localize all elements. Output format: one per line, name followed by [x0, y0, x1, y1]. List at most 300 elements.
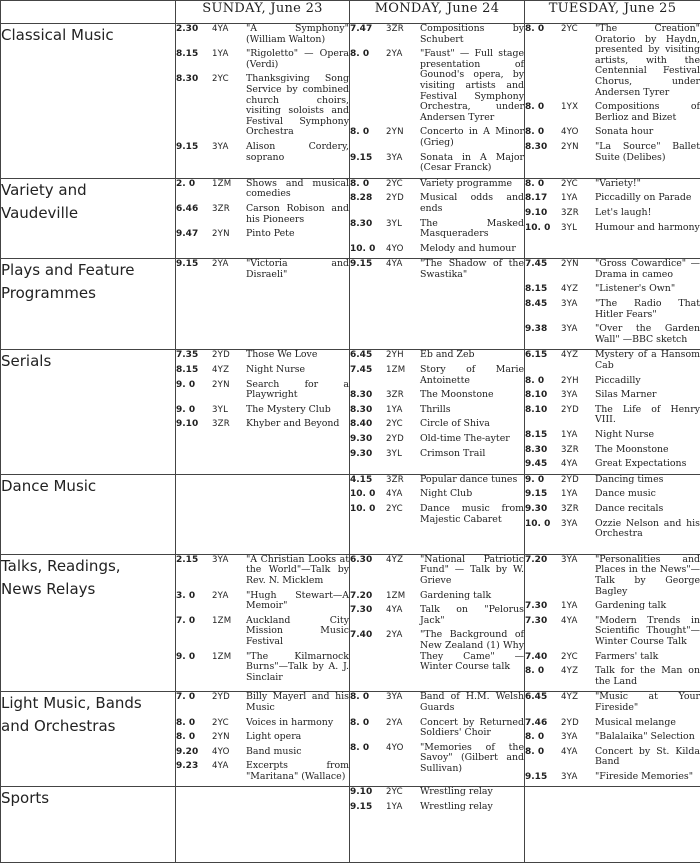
- programme-title: Variety programme: [420, 179, 524, 190]
- station-call-sign: 2YN: [561, 142, 595, 163]
- station-call-sign: 2YA: [386, 718, 420, 739]
- programme-entry: [525, 601, 700, 612]
- programme-entry: [176, 365, 349, 376]
- day-cell: [350, 787, 525, 863]
- programme-time: 10. 0: [350, 489, 386, 500]
- programme-entry: [350, 153, 524, 174]
- station-call-sign: 3YA: [561, 390, 595, 401]
- station-call-sign: 2YC: [561, 24, 595, 98]
- station-call-sign: 4YO: [212, 747, 246, 758]
- programme-title: Sonata in A Major (Cesar Franck): [420, 153, 524, 174]
- programme-time: 7.47: [350, 24, 386, 45]
- category-label: [1, 692, 176, 787]
- programme-time: 9.38: [525, 324, 561, 345]
- programme-title: Thrills: [420, 405, 524, 416]
- station-call-sign: 3YA: [561, 555, 595, 597]
- programme-title: "La Source" Ballet Suite (Delibes): [595, 142, 700, 163]
- programme-title: Concert by Returned Soldiers' Choir: [420, 718, 524, 739]
- programme-time: 9.20: [176, 747, 212, 758]
- programme-entry: [525, 504, 700, 515]
- programme-time: 9.30: [350, 434, 386, 445]
- programme-time: 8. 0: [525, 732, 561, 743]
- programme-title: "The Kilmarnock Burns"—Talk by A. J. Sinclair: [246, 652, 349, 684]
- station-call-sign: 2YN: [212, 229, 246, 240]
- row-plays-features: [1, 259, 700, 350]
- station-call-sign: 3ZR: [386, 24, 420, 45]
- programme-title: Sonata hour: [595, 127, 700, 138]
- programme-time: 9. 0: [176, 380, 212, 401]
- programme-time: 9.10: [350, 787, 386, 798]
- programme-entry: [525, 284, 700, 295]
- programme-title: Mystery of a Hansom Cab: [595, 350, 700, 371]
- station-call-sign: 3YL: [386, 449, 420, 460]
- station-call-sign: 3ZR: [561, 445, 595, 456]
- programme-title: Pinto Pete: [246, 229, 349, 240]
- programme-time: 7.30: [350, 605, 386, 626]
- day-cell: [176, 787, 350, 863]
- programme-time: 7.30: [525, 616, 561, 648]
- programme-title: Those We Love: [246, 350, 349, 361]
- programme-title: The Mystery Club: [246, 405, 349, 416]
- station-call-sign: 3YL: [386, 219, 420, 240]
- station-call-sign: 1ZM: [212, 179, 246, 200]
- programme-entry: [350, 405, 524, 416]
- programme-time: 9.23: [176, 761, 212, 782]
- programme-title: Night Club: [420, 489, 524, 500]
- programme-title: The Masked Masqueraders: [420, 219, 524, 240]
- programme-title: "Over the Garden Wall" —BBC sketch: [595, 324, 700, 345]
- programme-time: 7.40: [350, 630, 386, 672]
- programme-time: 8.15: [176, 365, 212, 376]
- station-call-sign: 2YN: [386, 127, 420, 148]
- programme-title: "Listener's Own": [595, 284, 700, 295]
- station-call-sign: 4YZ: [561, 666, 595, 687]
- station-call-sign: 1YA: [561, 601, 595, 612]
- station-call-sign: 3YL: [561, 223, 595, 234]
- programme-title: Melody and humour: [420, 244, 524, 255]
- programme-time: 8.15: [525, 430, 561, 441]
- day-cell: [525, 178, 700, 259]
- category-line: Serials: [1, 350, 175, 373]
- programme-title: Silas Marner: [595, 390, 700, 401]
- station-call-sign: 3ZR: [212, 419, 246, 430]
- programme-time: 6.15: [525, 350, 561, 371]
- category-label: [1, 24, 176, 179]
- programme-time: 9.10: [176, 419, 212, 430]
- day-header-sunday: SUNDAY, June 23: [176, 1, 350, 24]
- station-call-sign: 2YC: [386, 419, 420, 430]
- programme-entry: [350, 630, 524, 672]
- programme-title: Thanksgiving Song Service by combined church choirs, visiting soloists and Festival Symphony Orchestra: [246, 74, 349, 138]
- programme-entry: [525, 179, 700, 190]
- programme-title: "Balalaika" Selection: [595, 732, 700, 743]
- programme-time: 8.10: [525, 390, 561, 401]
- programme-title: Humour and harmony: [595, 223, 700, 234]
- programme-entry: [176, 732, 349, 743]
- programme-entry: [176, 747, 349, 758]
- programme-entry: [350, 718, 524, 739]
- programme-title: Musical melange: [595, 718, 700, 729]
- programme-entry: [176, 380, 349, 401]
- programme-time: 9.30: [350, 449, 386, 460]
- station-call-sign: 2YN: [561, 259, 595, 280]
- station-call-sign: 3YA: [561, 324, 595, 345]
- day-cell: [525, 350, 700, 474]
- programme-entry: [525, 519, 700, 540]
- programme-entry: [525, 259, 700, 280]
- programme-time: 8. 0: [350, 179, 386, 190]
- programme-time: 6.45: [350, 350, 386, 361]
- programme-time: 9.45: [525, 459, 561, 470]
- programme-title: "The Shadow of the Swastika": [420, 259, 524, 280]
- programme-title: "Music at Your Fireside": [595, 692, 700, 713]
- programme-time: 7. 0: [176, 616, 212, 648]
- programme-entry: [525, 223, 700, 234]
- station-call-sign: 3YA: [561, 299, 595, 320]
- programme-time: 6.45: [525, 692, 561, 713]
- station-call-sign: 1ZM: [386, 591, 420, 602]
- station-call-sign: 2YH: [561, 376, 595, 387]
- day-header-monday: MONDAY, June 24: [350, 1, 525, 24]
- programme-entry: [525, 555, 700, 597]
- station-call-sign: 1ZM: [386, 365, 420, 386]
- programme-time: 8.17: [525, 193, 561, 204]
- programme-time: 2. 0: [176, 179, 212, 200]
- station-call-sign: 2YA: [212, 591, 246, 612]
- programme-title: Eb and Zeb: [420, 350, 524, 361]
- station-call-sign: 2YN: [212, 380, 246, 401]
- programme-time: 8.10: [525, 405, 561, 426]
- programme-entry: [350, 419, 524, 430]
- programme-time: 8. 0: [525, 102, 561, 123]
- day-cell: [176, 259, 350, 350]
- programme-title: "The Radio That Hitler Fears": [595, 299, 700, 320]
- programme-entry: [525, 299, 700, 320]
- programme-entry: [525, 475, 700, 486]
- programme-entry: [176, 761, 349, 782]
- programme-entry: [350, 489, 524, 500]
- programme-entry: [525, 193, 700, 204]
- programme-time: 7.20: [525, 555, 561, 597]
- station-call-sign: 2YA: [386, 49, 420, 123]
- category-line: Talks, Readings,: [1, 555, 175, 578]
- programme-entry: [525, 24, 700, 98]
- programme-time: 2.15: [176, 555, 212, 587]
- programme-title: Search for a Playwright: [246, 380, 349, 401]
- programme-time: 8. 0: [176, 732, 212, 743]
- programme-title: Gardening talk: [420, 591, 524, 602]
- station-call-sign: 4YA: [386, 489, 420, 500]
- programme-title: Piccadilly: [595, 376, 700, 387]
- programme-time: 8.40: [350, 419, 386, 430]
- station-call-sign: 2YA: [212, 259, 246, 280]
- programme-time: 10. 0: [350, 244, 386, 255]
- station-call-sign: 2YD: [561, 475, 595, 486]
- station-call-sign: 3ZR: [561, 504, 595, 515]
- programme-time: 8.30: [525, 445, 561, 456]
- programme-time: 9.15: [525, 489, 561, 500]
- programme-entry: [350, 244, 524, 255]
- category-line: Programmes: [1, 282, 175, 305]
- programme-entry: [350, 49, 524, 123]
- programme-entry: [525, 718, 700, 729]
- programme-title: "Variety!": [595, 179, 700, 190]
- programme-entry: [350, 504, 524, 525]
- programme-title: Band music: [246, 747, 349, 758]
- programme-time: 8. 0: [350, 692, 386, 713]
- programme-title: Concert by St. Kilda Band: [595, 747, 700, 768]
- station-call-sign: 1YA: [561, 489, 595, 500]
- station-call-sign: 2YN: [212, 732, 246, 743]
- row-serials: [1, 350, 700, 474]
- programme-time: 10. 0: [525, 223, 561, 234]
- programme-time: 8.15: [176, 49, 212, 70]
- programme-entry: [176, 350, 349, 361]
- station-call-sign: 4YZ: [386, 555, 420, 587]
- category-line: Sports: [1, 787, 175, 810]
- programme-entry: [176, 419, 349, 430]
- programme-time: 8.45: [525, 299, 561, 320]
- programme-time: 7.45: [350, 365, 386, 386]
- programme-time: 9. 0: [176, 652, 212, 684]
- category-label: [1, 350, 176, 474]
- station-call-sign: 3ZR: [386, 390, 420, 401]
- row-talks-readings: [1, 554, 700, 692]
- day-cell: [176, 692, 350, 787]
- programme-title: Compositions of Berlioz and Bizet: [595, 102, 700, 123]
- station-call-sign: 3YA: [561, 519, 595, 540]
- day-cell: [350, 178, 525, 259]
- station-call-sign: 3YA: [386, 153, 420, 174]
- station-call-sign: 2YH: [386, 350, 420, 361]
- programme-title: The Moonstone: [420, 390, 524, 401]
- programme-title: Circle of Shiva: [420, 419, 524, 430]
- day-cell: [176, 24, 350, 179]
- station-call-sign: 4YA: [561, 459, 595, 470]
- station-call-sign: 2YD: [212, 350, 246, 361]
- station-call-sign: 4YZ: [561, 350, 595, 371]
- programme-time: 3. 0: [176, 591, 212, 612]
- programme-title: Voices in harmony: [246, 718, 349, 729]
- programme-entry: [176, 616, 349, 648]
- programme-title: Khyber and Beyond: [246, 419, 349, 430]
- station-call-sign: 2YC: [212, 74, 246, 138]
- programme-title: Concerto in A Minor (Grieg): [420, 127, 524, 148]
- programme-time: 9.15: [176, 259, 212, 280]
- programme-time: 10. 0: [350, 504, 386, 525]
- programme-title: Gardening talk: [595, 601, 700, 612]
- programme-entry: [525, 732, 700, 743]
- category-line: and Orchestras: [1, 715, 175, 738]
- programme-entry: [350, 743, 524, 775]
- programme-time: 7.46: [525, 718, 561, 729]
- category-line: Classical Music: [1, 24, 175, 47]
- programme-title: The Life of Henry VIII.: [595, 405, 700, 426]
- programme-time: 7.45: [525, 259, 561, 280]
- station-call-sign: 3YL: [212, 405, 246, 416]
- row-light-music: [1, 692, 700, 787]
- programme-entry: [350, 127, 524, 148]
- programme-time: 8. 0: [525, 747, 561, 768]
- programme-title: Auckland City Mission Music Festival: [246, 616, 349, 648]
- programme-title: "Hugh Stewart—A Memoir": [246, 591, 349, 612]
- station-call-sign: 2YC: [386, 179, 420, 190]
- programme-entry: [525, 692, 700, 713]
- day-cell: [176, 350, 350, 474]
- programme-entry: [350, 475, 524, 486]
- programme-title: "Rigoletto" — Opera (Verdi): [246, 49, 349, 70]
- programme-time: 8.30: [350, 219, 386, 240]
- programme-entry: [350, 434, 524, 445]
- programme-entry: [176, 229, 349, 240]
- programme-time: 9.15: [525, 772, 561, 783]
- programme-entry: [350, 802, 524, 813]
- programme-time: 2.30: [176, 24, 212, 45]
- programme-title: "Faust" — Full stage presentation of Gounod's opera, by visiting artists and Festival Symphony Orchestra, under Andersen Tyrer: [420, 49, 524, 123]
- station-call-sign: 2YD: [561, 718, 595, 729]
- programme-time: 6.30: [350, 555, 386, 587]
- category-line: Variety and: [1, 179, 175, 202]
- programme-entry: [350, 787, 524, 798]
- programme-title: Night Nurse: [595, 430, 700, 441]
- programme-time: 8.28: [350, 193, 386, 214]
- programme-title: Piccadilly on Parade: [595, 193, 700, 204]
- programme-title: Crimson Trail: [420, 449, 524, 460]
- programme-entry: [350, 350, 524, 361]
- programme-title: Excerpts from "Maritana" (Wallace): [246, 761, 349, 782]
- programme-title: Ozzie Nelson and his Orchestra: [595, 519, 700, 540]
- station-call-sign: 4YA: [386, 259, 420, 280]
- programme-time: 8. 0: [350, 718, 386, 739]
- programme-time: 9.15: [350, 802, 386, 813]
- programme-title: Talk on "Pelorus Jack": [420, 605, 524, 626]
- station-call-sign: 4YA: [561, 747, 595, 768]
- station-call-sign: 2YD: [386, 434, 420, 445]
- station-call-sign: 2YC: [561, 652, 595, 663]
- programme-entry: [176, 49, 349, 70]
- programme-time: 9.15: [350, 153, 386, 174]
- programme-time: 6.46: [176, 204, 212, 225]
- day-cell: [176, 474, 350, 554]
- station-call-sign: 2YD: [212, 692, 246, 713]
- station-call-sign: 1ZM: [212, 652, 246, 684]
- programme-title: "A Christian Looks at the World"—Talk by Rev. N. Micklem: [246, 555, 349, 587]
- programme-time: 4.15: [350, 475, 386, 486]
- station-call-sign: 1YA: [561, 193, 595, 204]
- category-line: News Relays: [1, 578, 175, 601]
- programme-title: Wrestling relay: [420, 802, 524, 813]
- station-call-sign: 3YA: [212, 555, 246, 587]
- programme-title: The Moonstone: [595, 445, 700, 456]
- programme-entry: [350, 449, 524, 460]
- programme-entry: [350, 365, 524, 386]
- programme-entry: [350, 555, 524, 587]
- programme-title: Farmers' talk: [595, 652, 700, 663]
- programme-entry: [525, 445, 700, 456]
- programme-entry: [176, 652, 349, 684]
- day-cell: [525, 259, 700, 350]
- programme-entry: [350, 179, 524, 190]
- programme-entry: [176, 405, 349, 416]
- programme-entry: [350, 692, 524, 713]
- programme-entry: [525, 102, 700, 123]
- programme-time: 9.30: [525, 504, 561, 515]
- programme-time: 8. 0: [350, 743, 386, 775]
- programme-time: 9. 0: [176, 405, 212, 416]
- station-call-sign: 4YZ: [212, 365, 246, 376]
- category-line: Plays and Feature: [1, 259, 175, 282]
- day-header-row: [1, 1, 700, 24]
- day-cell: [176, 178, 350, 259]
- programme-time: 8. 0: [525, 179, 561, 190]
- programme-title: Popular dance tunes: [420, 475, 524, 486]
- programme-title: "Memories of the Savoy" (Gilbert and Sullivan): [420, 743, 524, 775]
- programme-title: Shows and musical comedies: [246, 179, 349, 200]
- station-call-sign: 1ZM: [212, 616, 246, 648]
- station-call-sign: 1YA: [386, 405, 420, 416]
- programme-time: 8.30: [525, 142, 561, 163]
- programme-entry: [525, 350, 700, 371]
- row-dance-music: [1, 474, 700, 554]
- programme-entry: [350, 24, 524, 45]
- programme-entry: [525, 616, 700, 648]
- programme-entry: [176, 142, 349, 163]
- station-call-sign: 4YZ: [561, 284, 595, 295]
- programme-time: 8.30: [176, 74, 212, 138]
- programme-title: Light opera: [246, 732, 349, 743]
- day-cell: [525, 692, 700, 787]
- station-call-sign: 4YA: [212, 24, 246, 45]
- programme-title: Billy Mayerl and his Music: [246, 692, 349, 713]
- day-cell: [525, 554, 700, 692]
- programme-time: 7.35: [176, 350, 212, 361]
- programme-title: "Gross Cowardice" — Drama in cameo: [595, 259, 700, 280]
- row-variety-vaudeville: [1, 178, 700, 259]
- programme-entry: [176, 24, 349, 45]
- station-call-sign: 3YA: [561, 732, 595, 743]
- programme-entry: [176, 555, 349, 587]
- day-cell: [350, 259, 525, 350]
- programme-entry: [350, 193, 524, 214]
- day-cell: [350, 692, 525, 787]
- station-call-sign: 1YA: [212, 49, 246, 70]
- station-call-sign: 4YA: [212, 761, 246, 782]
- programme-entry: [525, 127, 700, 138]
- station-call-sign: 1YA: [386, 802, 420, 813]
- programme-entry: [176, 179, 349, 200]
- programme-time: 10. 0: [525, 519, 561, 540]
- programme-time: 7.20: [350, 591, 386, 602]
- programme-time: 7. 0: [176, 692, 212, 713]
- programme-title: Night Nurse: [246, 365, 349, 376]
- programme-title: Story of Marie Antoinette: [420, 365, 524, 386]
- programme-title: "The Creation" Oratorio by Haydn, presented by visiting artists, with the Centennial Festival Chorus, under Andersen Tyrer: [595, 24, 700, 98]
- category-line: Vaudeville: [1, 202, 175, 225]
- programme-entry: [176, 718, 349, 729]
- programme-entry: [525, 405, 700, 426]
- programme-title: Old-time The-ayter: [420, 434, 524, 445]
- programme-entry: [350, 390, 524, 401]
- programme-title: Carson Robison and his Pioneers: [246, 204, 349, 225]
- programme-entry: [176, 591, 349, 612]
- day-cell: [525, 24, 700, 179]
- programme-time: 7.40: [525, 652, 561, 663]
- station-call-sign: 4YO: [386, 244, 420, 255]
- category-label: [1, 474, 176, 554]
- programme-title: "Personalities and Places in the News"—Talk by George Bagley: [595, 555, 700, 597]
- programme-time: 9.15: [350, 259, 386, 280]
- station-call-sign: 4YA: [561, 616, 595, 648]
